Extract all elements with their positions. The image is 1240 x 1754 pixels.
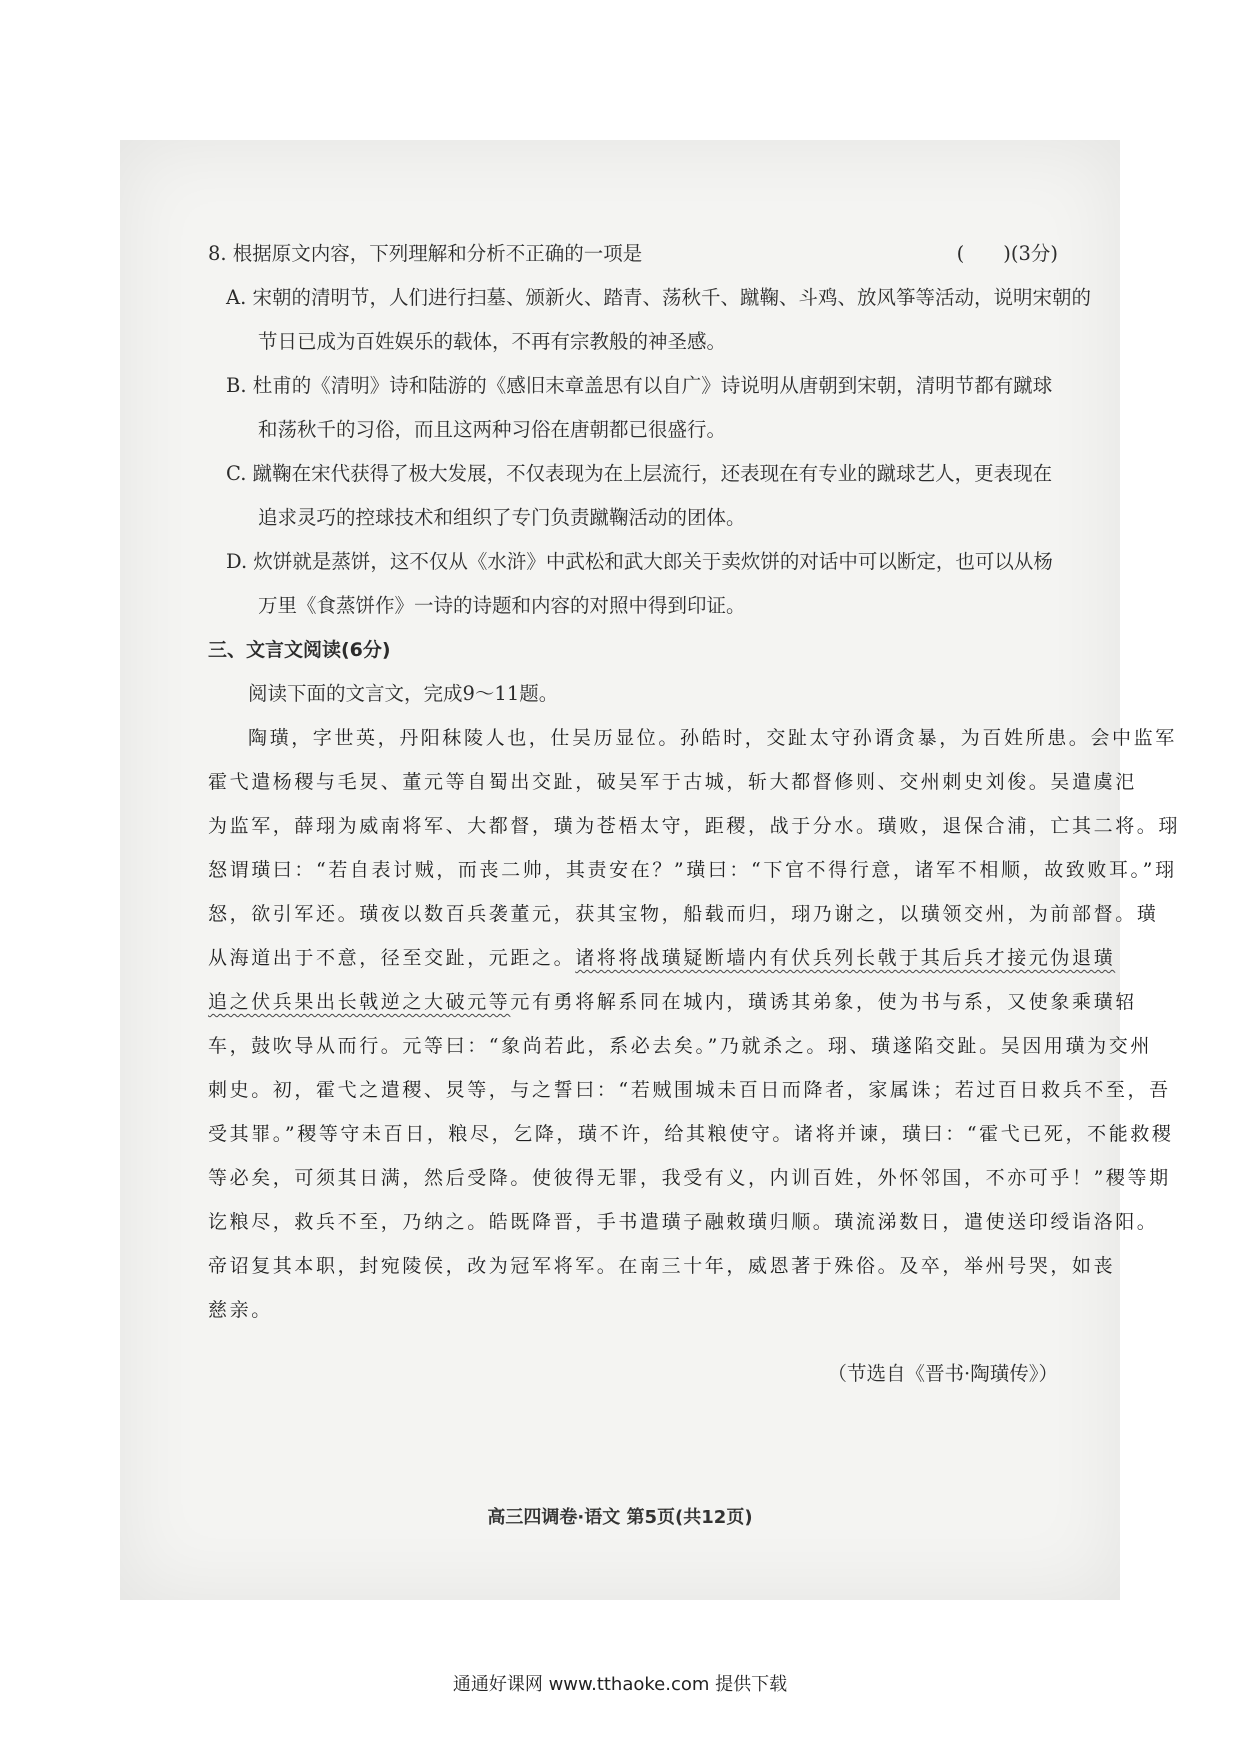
download-watermark: 通通好课网 www.tthaoke.com 提供下载 xyxy=(452,1674,788,1695)
passage-line-text: 从海道出于不意，径至交趾，元距之。 xyxy=(208,947,576,969)
passage-line-6 xyxy=(208,936,1116,980)
passage-line: 陶璜，字世英，丹阳秣陵人也，仕吴历显位。孙皓时，交趾太守孙谞贪暴，为百姓所患。会中监军 xyxy=(248,727,1177,749)
option-d xyxy=(208,540,1058,628)
option-a xyxy=(208,276,1091,364)
passage-line: 为监军，薛珝为威南将军、大都督，璜为苍梧太守，距稷，战于分水。璜败，退保合浦，亡其二将。珝 xyxy=(208,815,1181,837)
classical-passage xyxy=(208,716,1181,1332)
wavy-underlined-sentence: 诸将将战璜疑断墙内有伏兵列长戟于其后兵才接元伪退璜 xyxy=(575,947,1116,969)
question-8-stem-row xyxy=(208,232,1058,276)
passage-line: 怒谓璜曰：“若自表讨贼，而丧二帅，其责安在？”璜曰：“下官不得行意，诸军不相顺，故致败耳。”珝 xyxy=(208,859,1177,881)
passage-line: 讫粮尽，救兵不至，乃纳之。皓既降晋，手书遣璜子融敕璜归顺。璜流涕数日，遣使送印绶诣洛阳。 xyxy=(208,1211,1159,1233)
option-d-line-1: D. 炊饼就是蒸饼，这不仅从《水浒》中武松和武大郎关于卖炊饼的对话中可以断定，也可以从杨 xyxy=(226,550,1053,573)
option-a-line-1: A. 宋朝的清明节，人们进行扫墓、颁新火、踏青、荡秋千、蹴鞠、斗鸡、放风筝等活动，说明宋朝的 xyxy=(226,286,1091,309)
exam-page-content xyxy=(208,232,1181,1396)
option-d-line-2: 万里《食蒸饼作》一诗的诗题和内容的对照中得到印证。 xyxy=(258,594,746,617)
option-b xyxy=(208,364,1058,452)
passage-line: 怒，欲引军还。璜夜以数百兵袭董元，获其宝物，船载而归，珝乃谢之，以璜领交州，为前部督。璜 xyxy=(208,903,1159,925)
option-a-line-2: 节日已成为百姓娱乐的载体，不再有宗教般的神圣感。 xyxy=(258,330,727,353)
wavy-underlined-sentence-cont: 追之伏兵果出长戟逆之大破元等 xyxy=(208,991,511,1013)
passage-line: 车，鼓吹导从而行。元等曰：“象尚若此，系必去矣。”乃就杀之。珝、璜遂陷交趾。吴因用璜为交州 xyxy=(208,1035,1152,1057)
option-c-line-2: 追求灵巧的控球技术和组织了专门负责蹴鞠活动的团体。 xyxy=(258,506,746,529)
option-b-line-2: 和荡秋千的习俗，而且这两种习俗在唐朝都已很盛行。 xyxy=(258,418,727,441)
passage-line: 受其罪。”稷等守未百日，粮尽，乞降，璜不许，给其粮使守。诸将并谏，璜曰：“霍弋已死，不能救稷 xyxy=(208,1123,1174,1145)
passage-line: 刺史。初，霍弋之遣稷、炅等，与之誓曰：“若贼围城未百日而降者，家属诛；若过百日救兵不至，吾 xyxy=(208,1079,1171,1101)
section-3-instruction: 阅读下面的文言文，完成9～11题。 xyxy=(248,682,559,705)
option-c-line-1: C. 蹴鞠在宋代获得了极大发展，不仅表现为在上层流行，还表现在有专业的蹴球艺人，更表现在 xyxy=(226,462,1053,485)
passage-line-7 xyxy=(208,980,1137,1024)
passage-source: （节选自《晋书·陶璜传》） xyxy=(827,1362,1058,1385)
passage-line: 帝诏复其本职，封宛陵侯，改为冠军将军。在南三十年，威恩著于殊俗。及卒，举州号哭，如丧 xyxy=(208,1255,1116,1277)
passage-line: 慈亲。 xyxy=(208,1299,273,1321)
passage-line: 等必矣，可须其日满，然后受降。使彼得无罪，我受有义，内训百姓，外怀邻国，不亦可乎！”稷等期 xyxy=(208,1167,1171,1189)
option-c xyxy=(208,452,1058,540)
option-b-line-1: B. 杜甫的《清明》诗和陆游的《感旧末章盖思有以自广》诗说明从唐朝到宋朝，清明节都有蹴球 xyxy=(226,374,1053,397)
question-8-score: ( )(3分) xyxy=(956,242,1058,265)
passage-line: 霍弋遣杨稷与毛炅、董元等自蜀出交趾，破吴军于古城，斩大都督修则、交州刺史刘俊。吴遣虞汜 xyxy=(208,771,1137,793)
question-8-stem: 8. 根据原文内容，下列理解和分析不正确的一项是 xyxy=(208,242,643,265)
page-footer: 高三四调卷·语文 第5页(共12页) xyxy=(487,1507,753,1528)
section-3-title: 三、文言文阅读(6分) xyxy=(208,639,391,661)
passage-line-text: 元有勇将解系同在城内，璜诱其弟象，使为书与系，又使象乘璜轺 xyxy=(510,991,1137,1013)
